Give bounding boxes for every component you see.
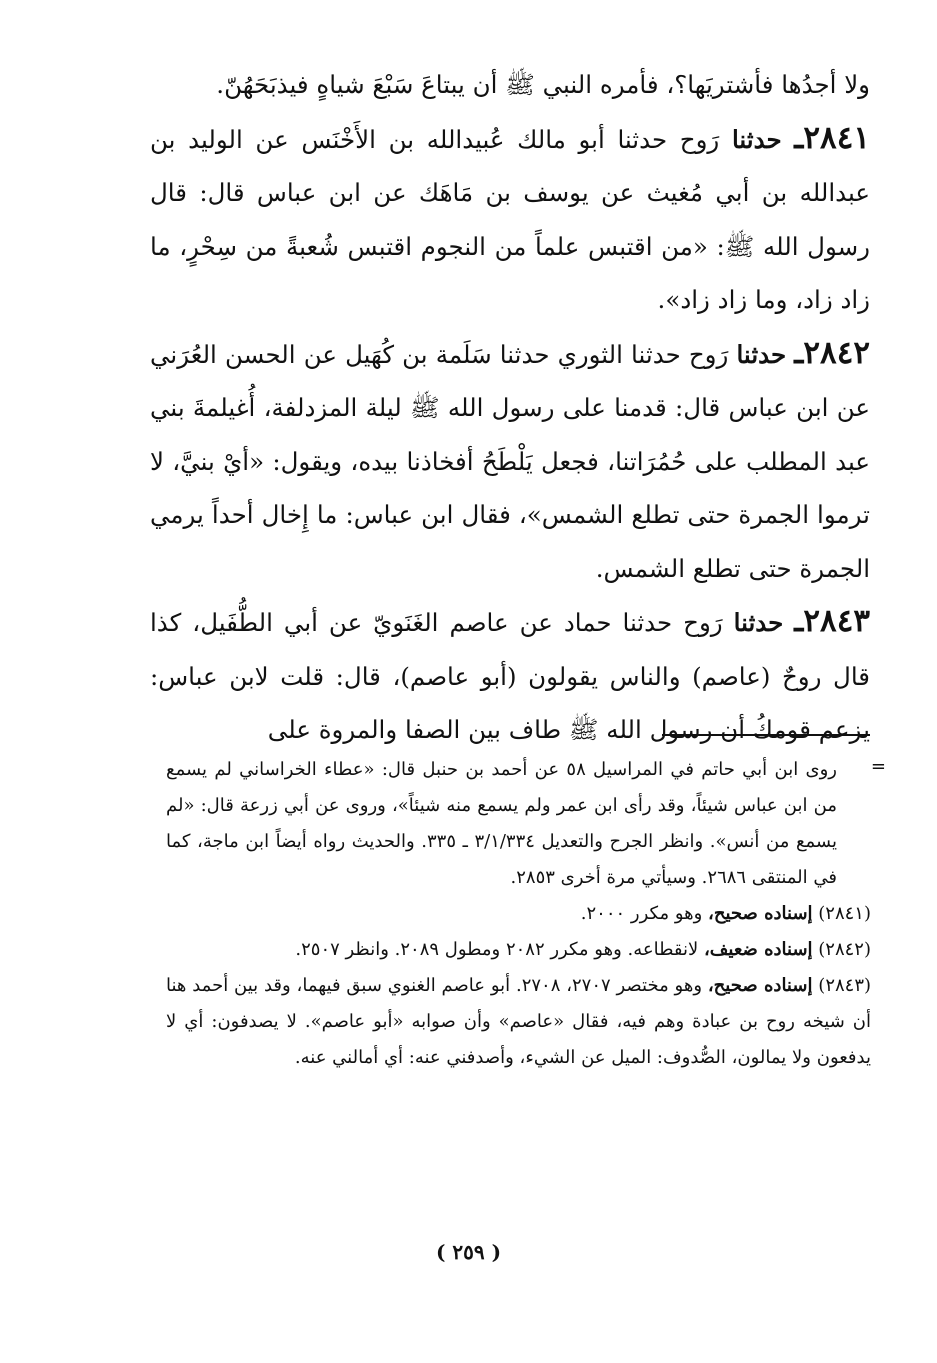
hadith-text: رَوح حدثنا أبو مالك عُبيدالله بن الأَخْنَس عن الوليد بن عبدالله بن أبي مُغيث عن يوسف بن مَاهَك عن ابن عباس قال: قال رسول الله ﷺ: «من اقتبس علماً من النجوم اقتبس شُعبةً من سِحْرٍ، ما زاد زاد، وما زاد زاد».	[150, 124, 870, 314]
continuation-mark: =	[870, 756, 886, 777]
footnote-grade: إسناده صحيح،	[708, 903, 813, 924]
footnote-ref: (٢٨٤١)	[818, 903, 871, 924]
page-number: ( ٢٥٩ )	[435, 1240, 502, 1264]
hadith-opening: حدثنا	[736, 339, 787, 369]
footnote-2841	[166, 896, 871, 932]
footnote-ref: (٢٨٤٣)	[818, 975, 872, 996]
footnote-grade: إسناده صحيح،	[707, 975, 813, 996]
hadith-text: رَوح حدثنا حماد عن عاصم الغَنَويّ عن أبي الطُّفَيل، كذا قال روحٌ (عاصم) والناس يقولون (أبو عاصم)، قال: قلت لابن عباس: يزعم قومكُ أن رسول الله ﷺ طاف بين الصفا والمروة على	[150, 608, 870, 744]
hadith-opening: حدثنا	[733, 608, 784, 637]
hadith-2842	[150, 327, 870, 596]
footnote-continuation: روى ابن أبي حاتم في المراسيل ٥٨ عن أحمد بن حنبل قال: «عطاء الخراساني لم يسمع من ابن عباس شيئاً، وقد رأى ابن عمر ولم يسمع منه شيئاً»، وروى عن أبي زرعة قال: «لم يسمع من أنس». وانظر الجرح والتعديل ٣/١/٣٣٤ ـ ٣٣٥. والحديث رواه أيضاً ابن ماجة، كما في المنتقى ٢٦٨٦. وسيأتي مرة أخرى ٢٨٥٣.	[166, 759, 837, 888]
footnote-2842	[166, 932, 871, 968]
hadith-2841	[150, 112, 870, 327]
hadith-opening: حدثنا	[731, 124, 782, 154]
footnote-grade: إسناده ضعيف،	[703, 939, 813, 960]
footnote-ref: (٢٨٤٢)	[818, 939, 871, 960]
footnote-text: لانقطاعه. وهو مكرر ٢٠٨٢ ومطول ٢٠٨٩. وانظر ٢٥٠٧.	[295, 939, 699, 960]
footnote-text: وهو مختصر ٢٧٠٧، ٢٧٠٨. أبو عاصم الغنوي سبق فيهما، وقد بين أحمد هنا أن شيخه روح بن عبادة وهم فيه، فقال «عاصم» وأن صوابه «أبو عاصم». لا يصدفون: أي لا يدفعون ولا يمالون، الصُّدوف: الميل عن الشيء، وأصدفني عنه: أي أمالني عنه.	[166, 975, 871, 1068]
hadith-number: ٢٨٤٣ـ	[794, 603, 870, 639]
hadith-text: رَوح حدثنا الثوري حدثنا سَلَمة بن كُهَيل عن الحسن العُرَني عن ابن عباس قال: قدمنا على رسول الله ﷺ ليلة المزدلفة، أُغيلمةَ بني عبد المطلب على حُمُرَاتنا، فجعل يَلْطَحُ أفخاذنا بيده، ويقول: «أيْ بنيَّ، لا ترموا الجمرة حتى تطلع الشمس»، فقال ابن عباس: ما إِخال أحداً يرمي الجمرة حتى تطلع الشمس.	[150, 339, 870, 583]
hadith-number: ٢٨٤٢ـ	[794, 334, 870, 371]
footnote-text: وهو مكرر ٢٠٠٠.	[580, 903, 703, 924]
footnotes	[166, 752, 871, 1076]
footnote-separator	[662, 734, 870, 736]
intro-line: ولا أجدُها فأشتريَها؟، فأمره النبي ﷺ أن يبتاعَ سَبْعَ شياهٍ فيذبَحَهُنّ.	[216, 70, 870, 99]
main-text	[150, 58, 870, 757]
footnote-2843	[166, 968, 871, 1076]
hadith-number: ٢٨٤١ـ	[794, 119, 870, 156]
hadith-2843	[150, 595, 870, 757]
